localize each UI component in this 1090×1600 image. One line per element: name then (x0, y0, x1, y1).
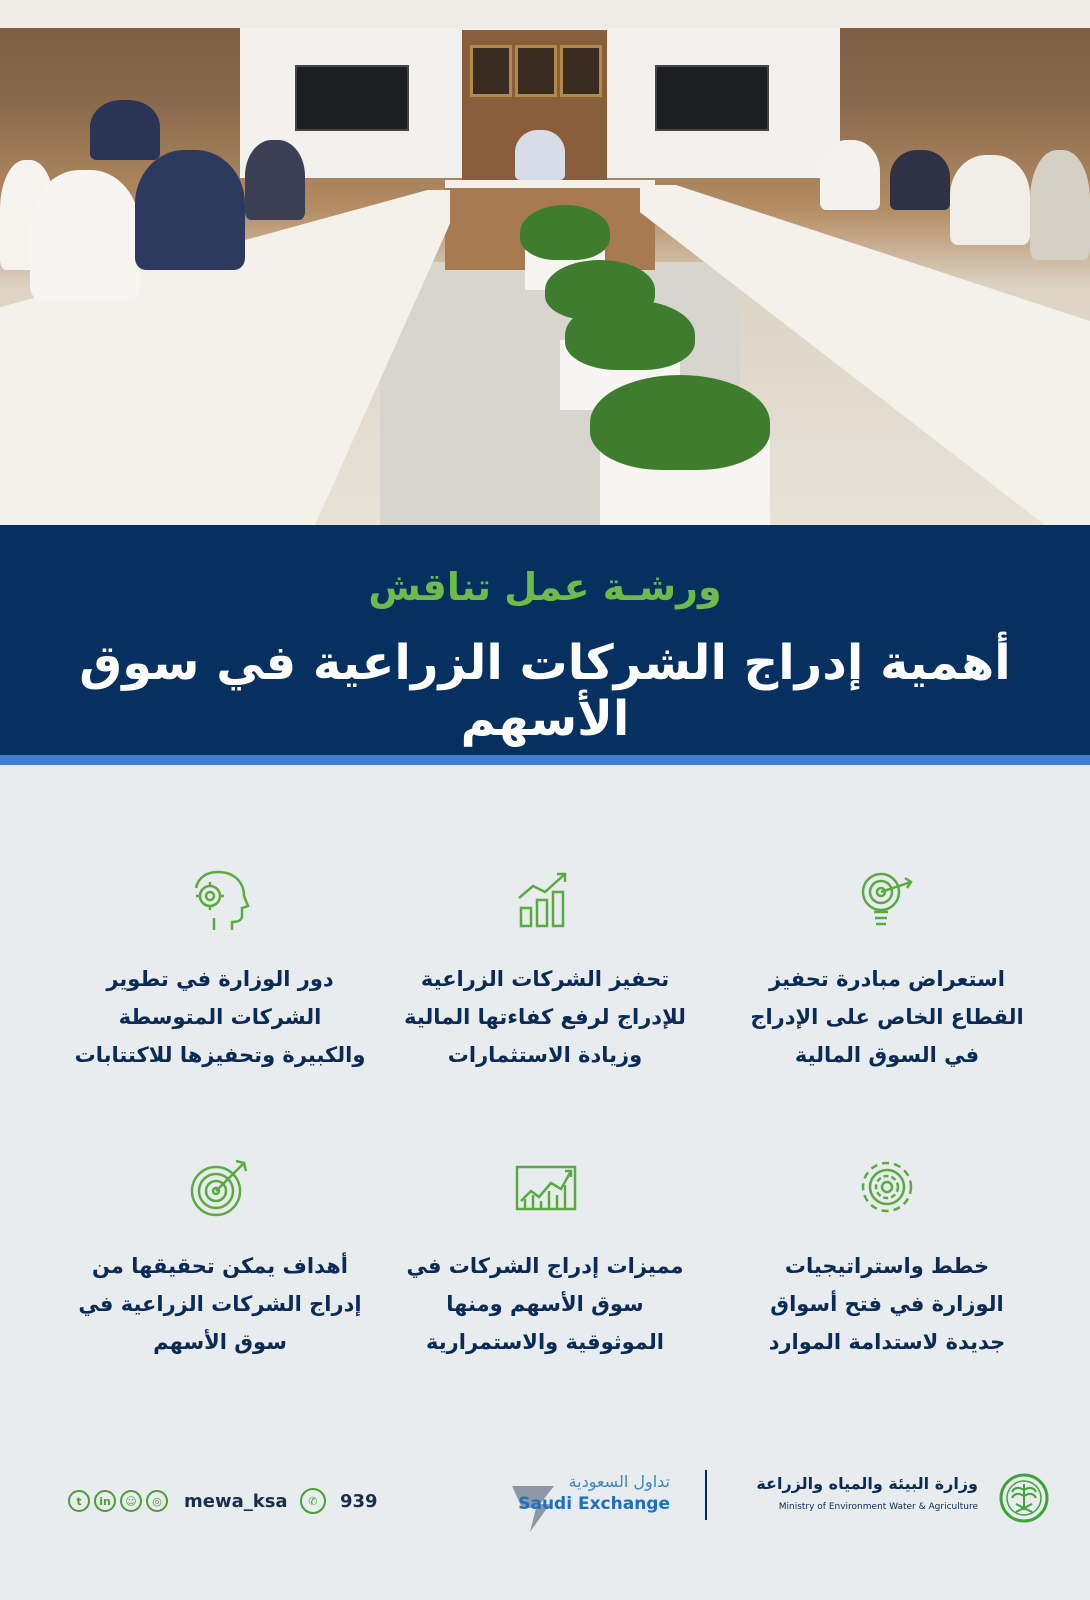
portrait-frame (470, 45, 512, 97)
person (90, 100, 160, 160)
tv-screen (295, 65, 409, 131)
person (1030, 150, 1090, 260)
topic-item (380, 868, 710, 1074)
topic-text (722, 1247, 1052, 1361)
topic-line: أهداف يمكن تحقيقها من (92, 1254, 348, 1278)
topic-line: القطاع الخاص على الإدراج (750, 1005, 1024, 1029)
plant (590, 375, 770, 470)
topic-text (55, 960, 385, 1074)
banner-title: أهمية إدراج الشركات الزراعية في سوق الأسهم (79, 635, 1011, 747)
head-gear-icon (188, 868, 252, 932)
topic-line: في السوق المالية (794, 1043, 980, 1067)
social-handle[interactable]: mewa_ksa (184, 1490, 288, 1512)
banner-subtitle: ورشـة عمل تناقش (368, 565, 722, 609)
gear-icon (855, 1155, 919, 1219)
topic-line: سوق الأسهم ومنها (446, 1292, 644, 1316)
topic-line: الوزارة في فتح أسواق (770, 1292, 1004, 1316)
tv-screen (655, 65, 769, 131)
topic-item (380, 1155, 710, 1361)
exchange-name-en: Saudi Exchange (518, 1494, 670, 1514)
topic-line: تحفيز الشركات الزراعية (420, 967, 670, 991)
topic-item (55, 1155, 385, 1361)
topic-text (722, 960, 1052, 1074)
ministry-name-en: Ministry of Environment Water & Agriculture (778, 1502, 978, 1512)
person (950, 155, 1030, 245)
topic-text (380, 960, 710, 1074)
growth-chart-icon (513, 868, 577, 932)
saudi-exchange-logo (510, 1472, 670, 1532)
lightbulb-target-icon (855, 868, 919, 932)
portrait-frame (515, 45, 557, 97)
topic-line: وزيادة الاستثمارات (447, 1043, 643, 1067)
topic-line: الشركات المتوسطة (118, 1005, 322, 1029)
person (890, 150, 950, 210)
title-banner (0, 525, 1090, 765)
person (515, 130, 565, 180)
topic-line: مميزات إدراج الشركات في (406, 1254, 684, 1278)
person (245, 140, 305, 220)
ceiling (0, 0, 1090, 28)
person (135, 150, 245, 270)
topic-line: والكبيرة وتحفيزها للاكتتابات (74, 1043, 366, 1067)
topic-line: الموثوقية والاستمرارية (426, 1330, 664, 1354)
portrait-frame (560, 45, 602, 97)
trend-chart-icon (513, 1155, 577, 1219)
ministry-emblem-icon (998, 1472, 1050, 1524)
topic-item (722, 868, 1052, 1074)
instagram-icon[interactable]: ◎ (146, 1490, 168, 1512)
topic-item (55, 868, 385, 1074)
phone-icon: ✆ (300, 1488, 326, 1514)
ministry-name-ar: وزارة البيئة والمياه والزراعة (756, 1474, 978, 1493)
ministry-logo (720, 1468, 1050, 1532)
topic-line: إدراج الشركات الزراعية في (78, 1292, 362, 1316)
topic-line: استعراض مبادرة تحفيز (769, 967, 1005, 991)
person (30, 170, 140, 300)
topic-line: سوق الأسهم (153, 1330, 287, 1354)
phone-number[interactable]: 939 (340, 1490, 378, 1512)
topic-line: جديدة لاستدامة الموارد (768, 1330, 1006, 1354)
meeting-photo (0, 0, 1090, 525)
footer (0, 1460, 1090, 1540)
plant (565, 300, 695, 370)
topic-line: للإدراج لرفع كفاءتها المالية (404, 1005, 686, 1029)
banner-stripe (0, 755, 1090, 765)
snapchat-icon[interactable]: ☺ (120, 1490, 142, 1512)
phone-contact (300, 1488, 378, 1514)
topic-text (380, 1247, 710, 1361)
person (820, 140, 880, 210)
footer-divider (705, 1470, 707, 1520)
topic-line: دور الوزارة في تطوير (106, 967, 334, 991)
target-arrow-icon (188, 1155, 252, 1219)
topic-item (722, 1155, 1052, 1361)
exchange-name-ar: تداول السعودية (568, 1472, 670, 1491)
twitter-icon[interactable]: t (68, 1490, 90, 1512)
social-links (68, 1488, 288, 1514)
plant (520, 205, 610, 260)
topic-text (55, 1247, 385, 1361)
topic-line: خطط واستراتيجيات (784, 1254, 990, 1278)
linkedin-icon[interactable]: in (94, 1490, 116, 1512)
